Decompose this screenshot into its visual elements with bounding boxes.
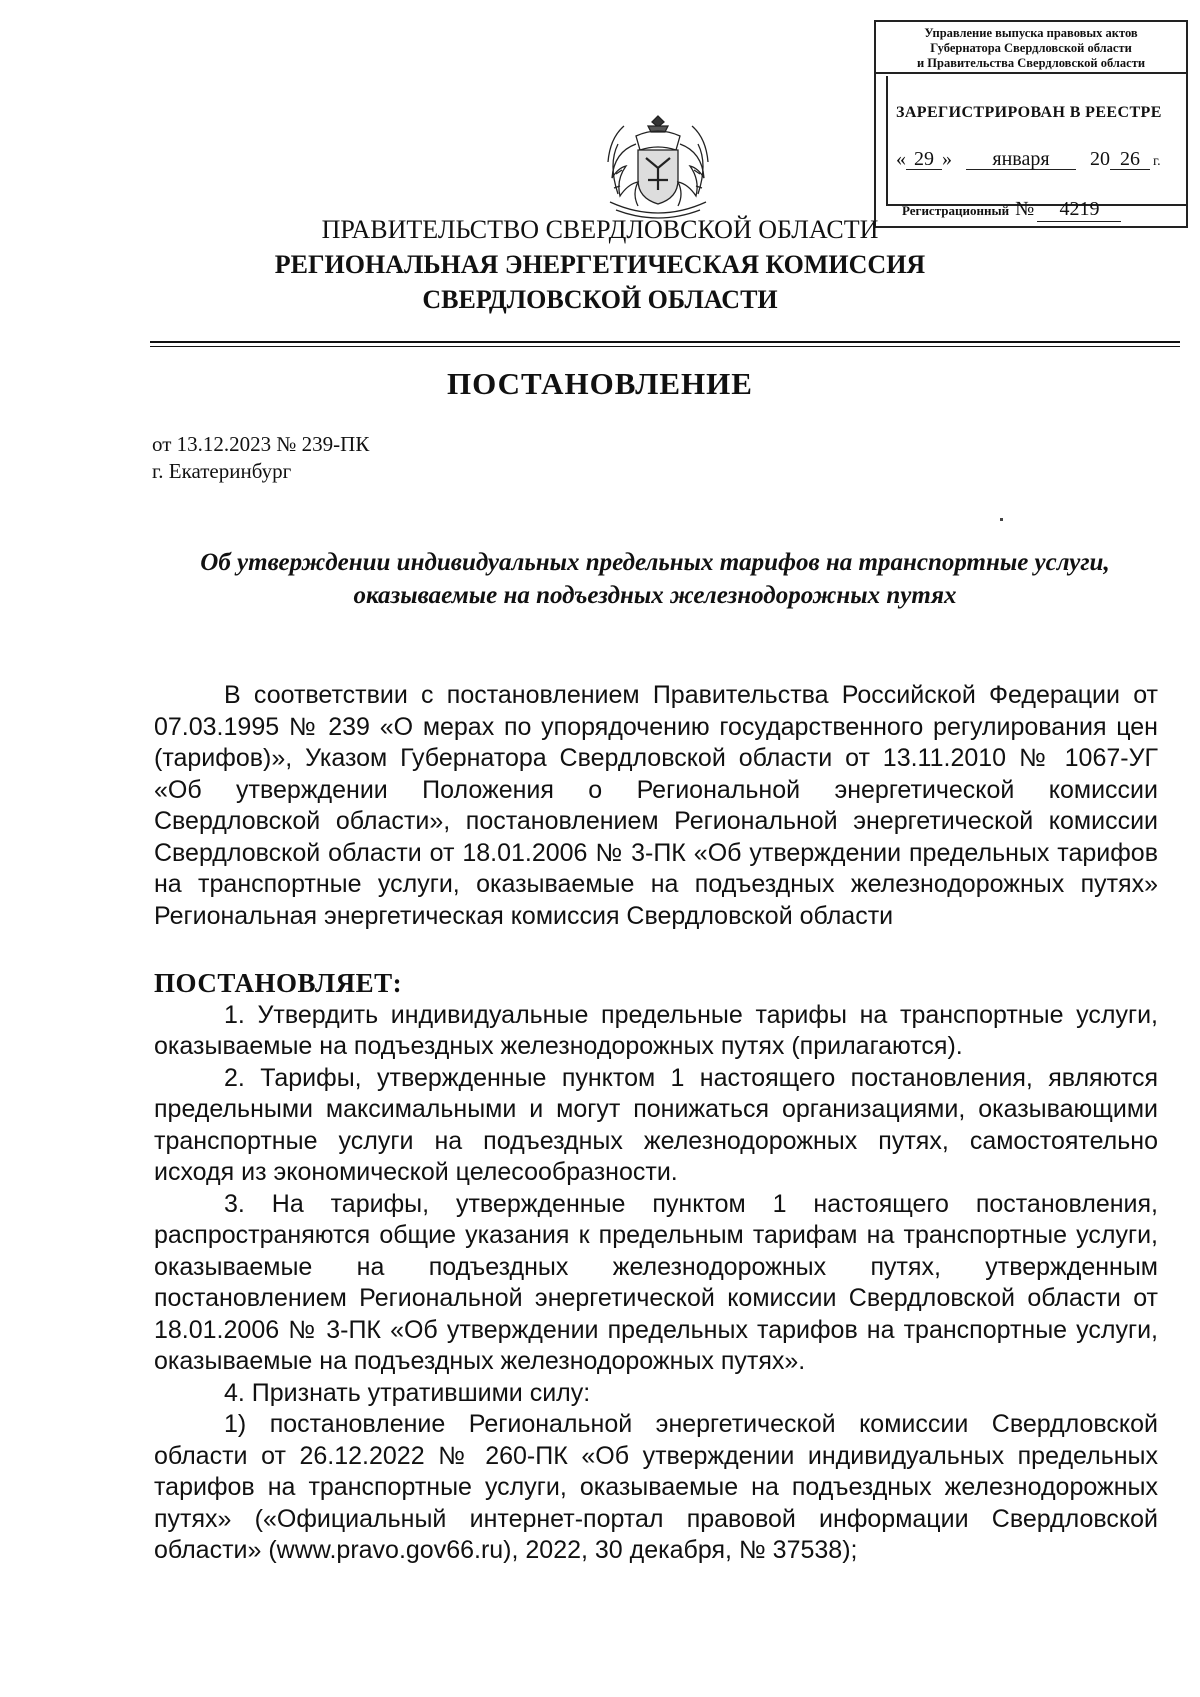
stamp-month: января — [966, 149, 1076, 170]
stamp-dept-line3: и Правительства Свердловской области — [916, 56, 1146, 70]
document-date-number: от 13.12.2023 № 239-ПК — [152, 432, 370, 456]
commission-title-line1: РЕГИОНАЛЬНАЯ ЭНЕРГЕТИЧЕСКАЯ КОМИССИЯ — [274, 250, 926, 279]
header-rule-thin — [150, 346, 1180, 347]
stamp-year-unit: г. — [1153, 154, 1161, 169]
item-2: 2. Тарифы, утвержденные пунктом 1 настоящего постановления, являются предельными максимальными и могут понижаться организациями, оказывающими транспортные услуги на подъездных железнодорожных путях, самостоятельно исходя из экономической целесообразности. — [154, 1063, 1158, 1186]
document-subject: Об утверждении индивидуальных предельных тарифов на транспортные услуги, оказываемые на подъездных железнодорожных путях — [200, 549, 1110, 609]
stamp-department — [876, 22, 1186, 74]
stamp-year-suffix: 26 — [1110, 149, 1150, 170]
item-3: 3. На тарифы, утвержденные пунктом 1 настоящего постановления, распространяются общие указания к предельным тарифам на транспортные услуги, оказываемые на подъездных железнодорожных путях, утвержденным постановлением Региональной энергетической комиссии Свердловской области от 18.01.2006 № 3-ПК «Об утверждении предельных тарифов на транспортные услуги, оказываемые на подъездных железнодорожных путях». — [154, 1189, 1158, 1375]
item-4-1: 1) постановление Региональной энергетической комиссии Свердловской области от 26.12.2022 № 260-ПК «Об утверждении индивидуальных предельных тарифов на транспортные услуги, оказываемые на подъездных железнодорожных путях» («Официальный интернет-портал правовой информации Свердловской области» (www.pravo.gov66.ru), 2022, 30 декабря, № 37538); — [154, 1410, 1158, 1564]
preamble — [154, 680, 1158, 932]
stamp-registered-label: ЗАРЕГИСТРИРОВАН В РЕЕСТРЕ — [896, 104, 1162, 121]
government-title: ПРАВИТЕЛЬСТВО СВЕРДЛОВСКОЙ ОБЛАСТИ — [321, 215, 879, 244]
preamble-text: В соответствии с постановлением Правительства Российской Федерации от 07.03.1995 № 239 «О мерах по упорядочению государственного регулирования цен (тарифов)», Указом Губернатора Свердловской области от 13.11.2010 № 1067-УГ «Об утверждении Положения о Региональной энергетической комиссии Свердловской области», постановлением Региональной энергетической комиссии Свердловской области от 18.01.2006 № 3-ПК «Об утверждении предельных тарифов на транспортные услуги, оказываемые на подъездных железнодорожных путях» Региональная энергетическая комиссия Свердловской области — [154, 681, 1158, 930]
stamp-day: 29 — [906, 149, 942, 170]
stamp-register-box — [886, 76, 1188, 220]
registration-stamp — [874, 20, 1188, 228]
stamp-year-prefix: 20 — [1090, 148, 1110, 170]
stamp-reg-value: 4219 — [1037, 198, 1121, 222]
stamp-dept-line2: Губернатора Свердловской области — [930, 41, 1132, 55]
stamp-reg-no-sign: № — [1015, 198, 1035, 220]
stamp-date: « 29 » января 20 26 г. — [896, 148, 1161, 170]
commission-title-line2: СВЕРДЛОВСКОЙ ОБЛАСТИ — [422, 285, 778, 314]
header-rule — [150, 341, 1180, 343]
document-type: ПОСТАНОВЛЕНИЕ — [447, 366, 753, 401]
stamp-reg-label: Регистрационный — [902, 203, 1010, 218]
coat-of-arms-emblem — [588, 110, 728, 222]
item-1: 1. Утвердить индивидуальные предельные тарифы на транспортные услуги, оказываемые на подъездных железнодорожных путях (прилагаются). — [154, 1000, 1158, 1060]
stamp-dept-line1: Управление выпуска правовых актов — [924, 26, 1138, 40]
item-4: 4. Признать утратившими силу: — [224, 1378, 591, 1407]
resolves-heading: ПОСТАНОВЛЯЕТ: — [154, 968, 403, 998]
resolution-body — [154, 968, 1158, 1567]
scan-speck — [1000, 518, 1003, 521]
document-city: г. Екатеринбург — [152, 459, 292, 483]
